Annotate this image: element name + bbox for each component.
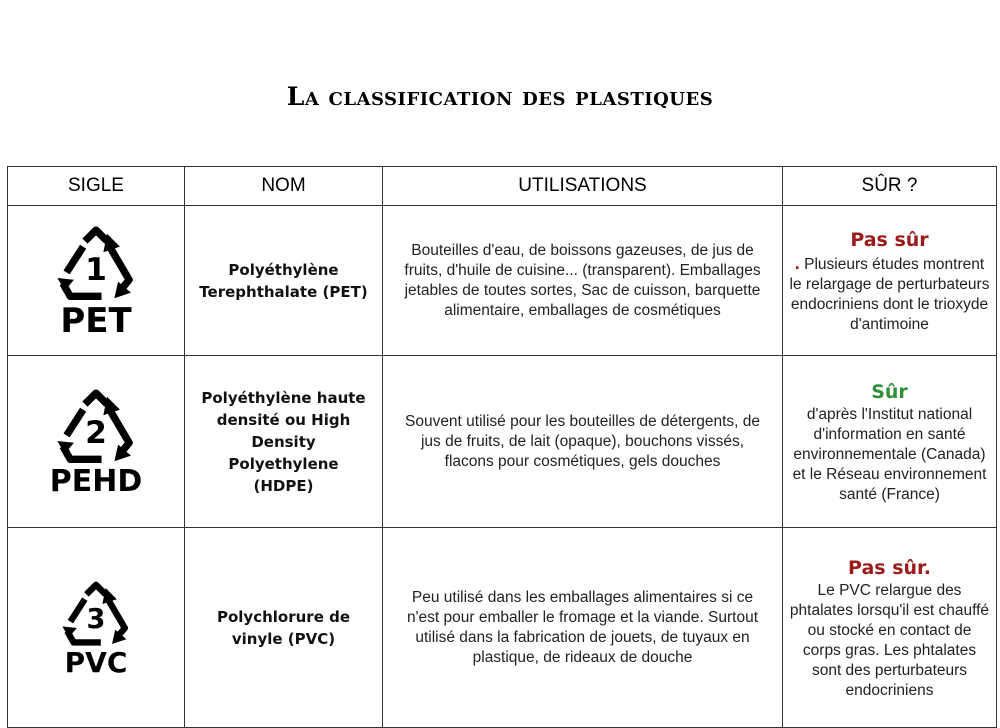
table-row (8, 528, 997, 728)
sur-cell (783, 356, 997, 528)
bullet: . (794, 252, 800, 273)
utilisations-cell: Souvent utilisé pour les bouteilles de détergents, de jus de fruits, de lait (opaque), bouchons vissés, flacons pour cosmétiques, gels douches (383, 356, 783, 528)
details-text: Le PVC relargue des phtalates lorsqu'il est chauffé ou stocké en contact de corps gras. Les phtalates sont des perturbateurs endocriniens (789, 581, 990, 699)
verdict-unsafe: Pas sûr (850, 228, 929, 251)
classification-table (7, 166, 997, 728)
sigle-cell (8, 206, 185, 356)
header-sur: SÛR ? (783, 167, 997, 206)
sigle-cell (8, 356, 185, 528)
header-utilisations: UTILISATIONS (383, 167, 783, 206)
header-row (8, 167, 997, 206)
verdict-dot: . (923, 556, 931, 579)
recycling-triangle-icon (50, 387, 142, 471)
plastic-code: PET (60, 300, 132, 341)
header-nom: NOM (185, 167, 383, 206)
plastic-code: PEHD (49, 463, 143, 499)
table-row (8, 206, 997, 356)
verdict-text: Pas sûr (848, 556, 924, 579)
header-sigle: SIGLE (8, 167, 185, 206)
verdict-safe: Sûr (871, 380, 908, 403)
sur-cell (783, 206, 997, 356)
plastic-code: PVC (64, 645, 128, 679)
nom-cell: Polyéthylène haute densité ou High Density Polyethylene (HDPE) (185, 356, 383, 528)
sur-cell (783, 528, 997, 728)
details-text: d'après l'Institut national d'information en santé environnementale (Canada) et le Réseau environnement santé (France) (792, 405, 987, 503)
sigle-cell (8, 528, 185, 728)
page-title: La classification des plastiques (286, 82, 714, 111)
recycling-triangle-icon (50, 224, 142, 308)
recycling-triangle-icon (56, 579, 136, 653)
table-row (8, 356, 997, 528)
details-text: Plusieurs études montrent le relargage de perturbateurs endocriniens dont le trioxyde d'antimoine (789, 255, 990, 333)
verdict-details (789, 253, 990, 335)
plastic-number: 3 (86, 603, 106, 635)
plastic-number: 2 (85, 414, 107, 451)
utilisations-cell: Peu utilisé dans les emballages alimentaires si ce n'est pour emballer le fromage et la viande. Surtout utilisé dans la fabrication de jouets, de tuyaux en plastique, de rideaux de douche (383, 528, 783, 728)
nom-cell: Polyéthylène Terephthalate (PET) (185, 206, 383, 356)
plastic-number: 1 (85, 251, 107, 288)
utilisations-cell: Bouteilles d'eau, de boissons gazeuses, de jus de fruits, d'huile de cuisine... (transparent). Emballages jetables de toutes sortes, Sac de cuisson, barquette alimentaire, emballages de cosmétiques (383, 206, 783, 356)
verdict-unsafe (789, 555, 990, 581)
nom-cell: Polychlorure de vinyle (PVC) (185, 528, 383, 728)
